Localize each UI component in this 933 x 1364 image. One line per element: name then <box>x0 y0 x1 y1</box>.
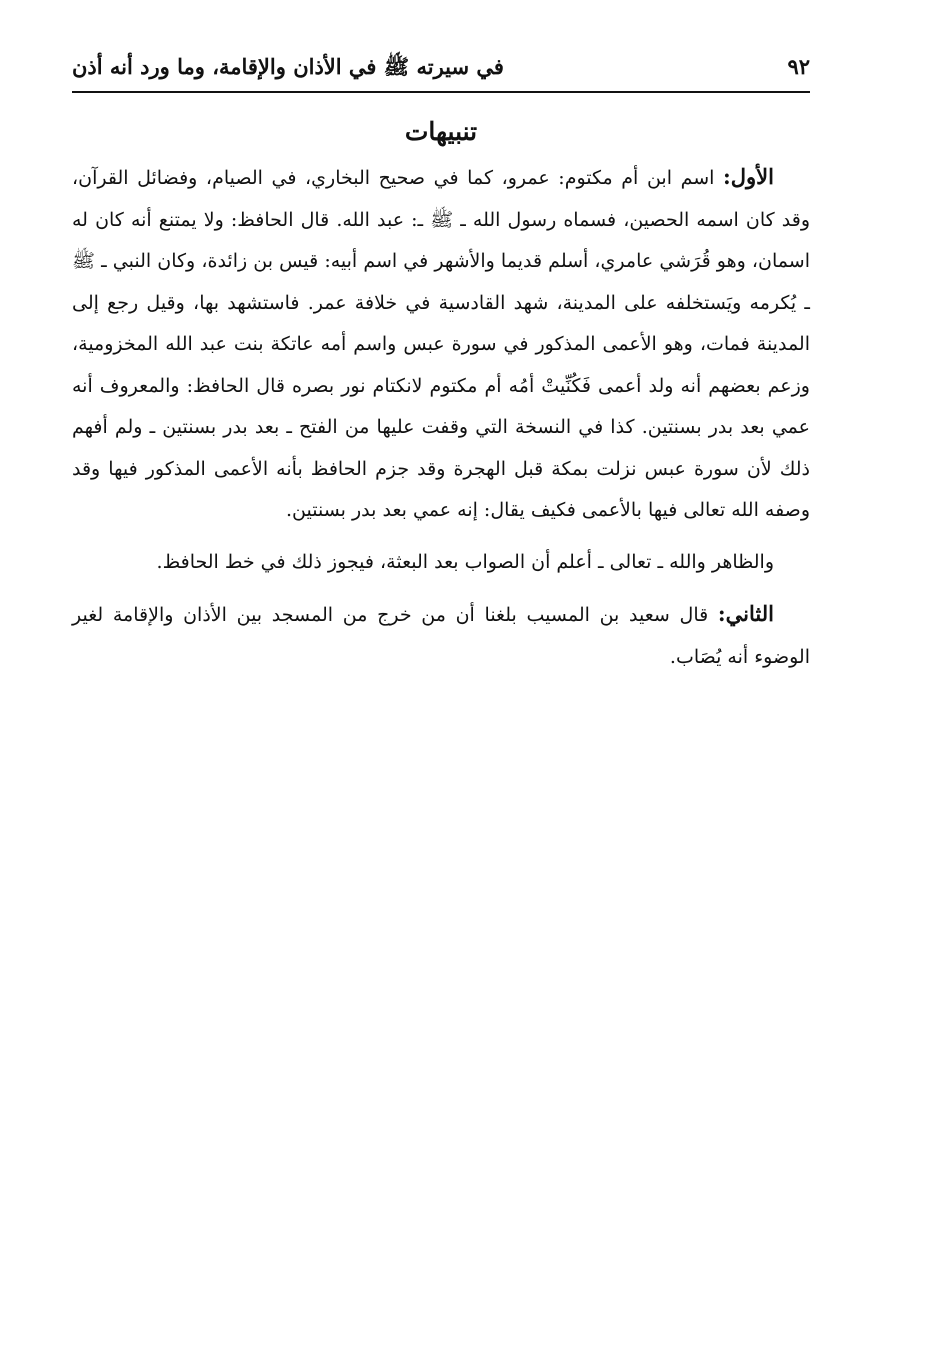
paragraph-first-note <box>72 156 810 532</box>
paragraph-lead: الثاني: <box>717 601 774 626</box>
paragraph-text: اسم ابن أم مكتوم: عمرو، كما في صحيح البخاري، في الصيام، وفضائل القرآن، وقد كان اسمه الحصين، فسماه رسول الله ـ ﷺ ـ: عبد الله. قال الحافظ: ولا يمتنع أنه كان له اسمان، وهو قُرَشي عامري، أسلم قديما والأشهر في اسم أبيه: قيس بن زائدة، وكان النبي ـ ﷺ ـ يُكرمه ويَستخلفه على المدينة، شهد القادسية في خلافة عمر. فاستشهد بها، وقيل رجع إلى المدينة فمات، وهو الأعمى المذكور في سورة عبس واسم أمه عاتكة بنت عبد الله المخزومية، وزعم بعضهم أنه ولد أعمى فَكُنِّيتْ أمُه أم مكتوم لانكتام نور بصره قال الحافظ: والمعروف أنه عمي بعد بدر بسنتين. كذا في النسخة التي وقفت عليها من الفتح ـ بعد بدر بسنتين ـ ولم أفهم ذلك لأن سورة عبس نزلت بمكة قبل الهجرة وقد جزم الحافظ بأنه الأعمى المذكور فيها وقد وصفه الله تعالى فيها بالأعمى فكيف يقال: إنه عمي بعد بدر بسنتين. <box>72 167 810 521</box>
running-header <box>72 40 810 93</box>
book-page <box>72 40 810 678</box>
paragraph-conclusion <box>72 542 810 584</box>
paragraph-text: قال سعيد بن المسيب بلغنا أن من خرج من المسجد بين الأذان والإقامة لغير الوضوء أنه يُصَاب. <box>72 604 810 668</box>
paragraph-second-note <box>72 593 810 678</box>
paragraph-text: والظاهر والله ـ تعالى ـ أعلم أن الصواب بعد البعثة، فيجوز ذلك في خط الحافظ. <box>156 550 774 573</box>
running-title: في سيرته ﷺ في الأذان والإقامة، وما ورد أنه أذن <box>72 54 504 79</box>
page-number: ٩٢ <box>787 54 810 79</box>
paragraph-lead: الأول: <box>723 164 774 189</box>
section-title: تنبيهات <box>404 117 478 146</box>
